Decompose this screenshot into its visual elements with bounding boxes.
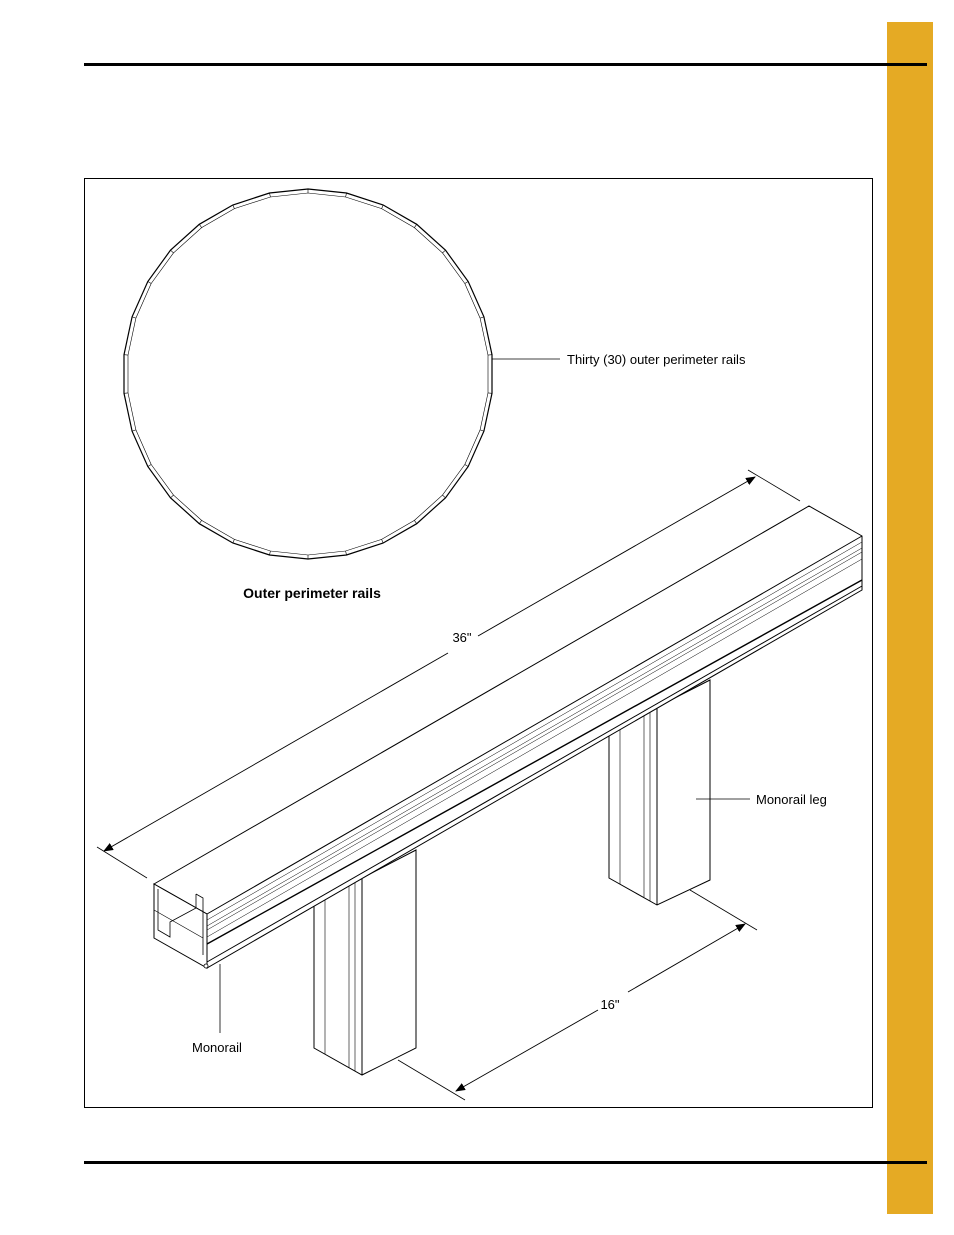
ring-caption: Outer perimeter rails	[243, 585, 381, 601]
rail-joint	[171, 250, 174, 253]
rail-joint	[443, 250, 446, 253]
rail-joint	[199, 224, 201, 227]
rail-joint	[443, 495, 446, 498]
ring-callout-label: Thirty (30) outer perimeter rails	[567, 352, 746, 367]
rail-joint	[480, 430, 484, 431]
rail-joint	[233, 205, 235, 209]
rail-joint	[270, 193, 271, 197]
rail-joint	[346, 551, 347, 555]
spacing-dimension-label: 16"	[600, 997, 620, 1012]
rail-joint	[132, 317, 136, 318]
perimeter-ring	[124, 189, 492, 559]
rail-joint	[465, 282, 468, 284]
rail-joint	[148, 465, 151, 467]
rail-joint	[414, 224, 416, 227]
rail-joint	[199, 520, 201, 523]
rail-joint	[171, 495, 174, 498]
rail-joint	[480, 317, 484, 318]
rail-joint	[233, 539, 235, 543]
rail-joint	[148, 282, 151, 284]
monorail-rail	[154, 506, 862, 968]
leg-callout-label: Monorail leg	[756, 792, 827, 807]
rail-joint	[382, 205, 384, 209]
rail-joint	[346, 193, 347, 197]
rail-joint	[270, 551, 271, 555]
rail-joint	[414, 520, 416, 523]
rail-joint	[382, 539, 384, 543]
rail-joint	[132, 430, 136, 431]
rail-joint	[465, 465, 468, 467]
monorail-callout-label: Monorail	[192, 1040, 242, 1055]
length-dimension-label: 36"	[452, 630, 472, 645]
spacing-dimension	[398, 890, 757, 1100]
